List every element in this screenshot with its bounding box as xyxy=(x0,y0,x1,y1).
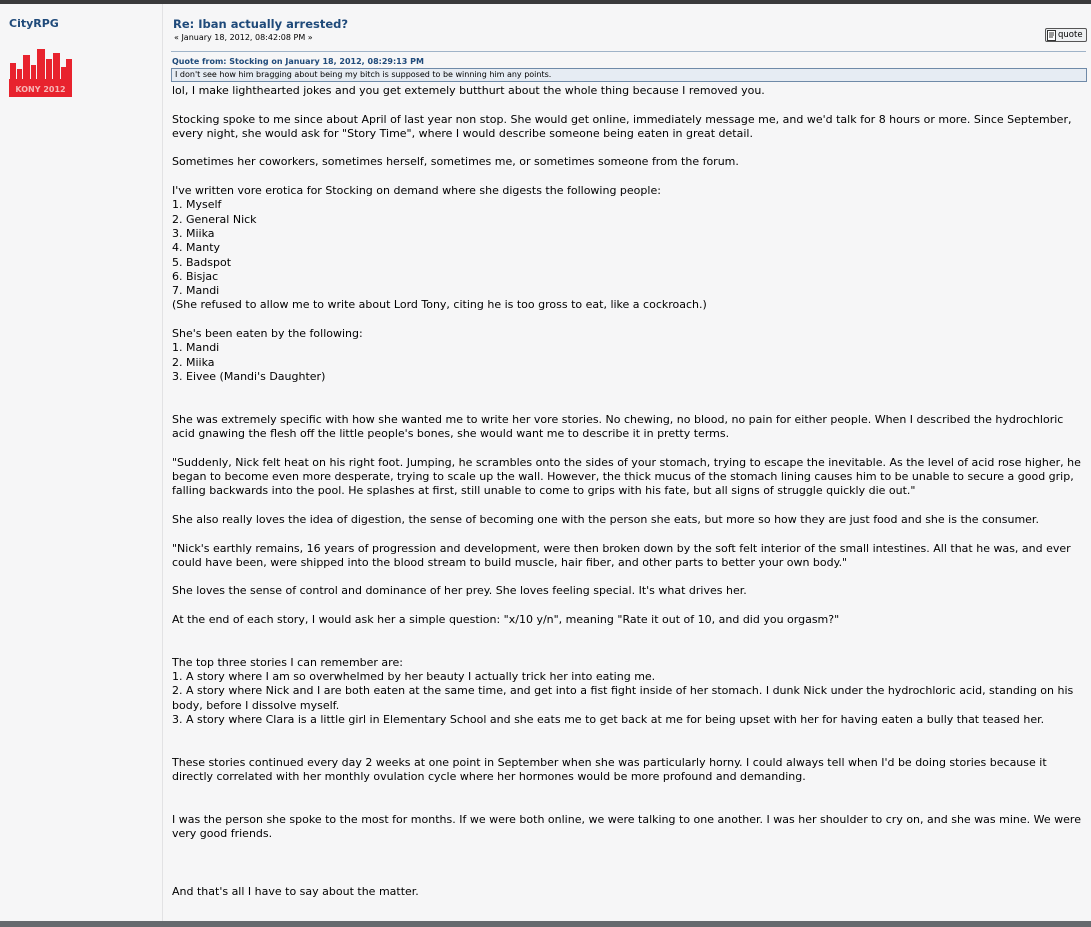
window-bottom-border xyxy=(0,921,1091,927)
list-item: 2. A story where Nick and I are both eaten at the same time, and get into a fist fight inside of her stomach. I dunk Nick under the hydrochloric acid, standing on his body, before I dissolve myself. xyxy=(172,684,1074,712)
list-item: 6. Bisjac xyxy=(172,269,219,283)
post-subject-link[interactable]: Re: Iban actually arrested? xyxy=(173,17,349,31)
quote-button-label: quote xyxy=(1058,30,1083,40)
list-item: 3. A story where Clara is a little girl in Elementary School and she eats me to get back at me for being upset with her for having eaten a bully that teased her. xyxy=(172,713,1045,727)
list-intro: I've written vore erotica for Stocking on demand where she digests the following people: xyxy=(172,184,661,198)
list-note: (She refused to allow me to write about Lord Tony, citing he is too gross to eat, like a cockroach.) xyxy=(172,298,707,312)
list-item: 3. Miika xyxy=(172,226,215,240)
post-paragraph: She was extremely specific with how she wanted me to write her vore stories. No chewing, no blood, no pain for either people. When I described the hydrochloric acid gnawing the flesh off the little people's bones, she would want me to describe it in pretty terms. xyxy=(172,412,1064,441)
post-paragraph: These stories continued every day 2 weeks at one point in September when she was particularly horny. I could always tell when I'd be doing stories because it directly correlated with her monthly ovulation cycle where her hormones would be more profound and demanding. xyxy=(172,755,1047,784)
poster-name-link[interactable]: CityRPG xyxy=(9,17,59,30)
avatar-text: KONY 2012 xyxy=(15,85,66,94)
post-date: « January 18, 2012, 08:42:08 PM » xyxy=(174,33,313,42)
list-item: 1. Mandi xyxy=(172,341,220,355)
list-item: 4. Manty xyxy=(172,241,221,255)
poster-info xyxy=(0,4,162,921)
post-paragraph: lol, I make lighthearted jokes and you get extemely butthurt about the whole thing because I removed you. xyxy=(172,84,765,97)
post-paragraph: Stocking spoke to me since about April of last year non stop. She would get online, immediately message me, and we'd talk for 8 hours or more. Since September, every night, she would ask for "Story Time", where I would describe someone being eaten in great detail. xyxy=(172,112,1072,140)
list-item: 1. Myself xyxy=(172,198,222,212)
list-item: 7. Mandi xyxy=(172,284,220,298)
post-paragraph: She loves the sense of control and dominance of her prey. She loves feeling special. It's what drives her. xyxy=(172,584,747,598)
list-item: 5. Badspot xyxy=(172,255,232,269)
list-item: 3. Eivee (Mandi's Daughter) xyxy=(172,369,326,383)
post-paragraph: And that's all I have to say about the matter. xyxy=(172,884,419,898)
post-body xyxy=(172,84,1084,899)
quote-box: I don't see how him bragging about being my bitch is supposed to be winning him any points. xyxy=(171,68,1087,82)
quote-button[interactable] xyxy=(1045,28,1087,42)
post-paragraph: Sometimes her coworkers, sometimes herself, sometimes me, or sometimes someone from the forum. xyxy=(172,155,739,169)
quote-header-link[interactable]: Quote from: Stocking on January 18, 2012, 08:29:13 PM xyxy=(172,57,424,66)
post-paragraph: She also really loves the idea of digestion, the sense of becoming one with the person she eats, but more so how they are just food and she is the consumer. xyxy=(172,512,1039,526)
post-paragraph: At the end of each story, I would ask her a simple question: "x/10 y/n", meaning "Rate it out of 10, and did you orgasm?" xyxy=(172,612,840,626)
post-header-separator xyxy=(171,51,1086,52)
post-paragraph: "Nick's earthly remains, 16 years of progression and development, were then broken down by the soft felt interior of the small intestines. All that he was, and ever could have been, were shipped into the blood stream to build muscle, hair fiber, and other parts to better your own body." xyxy=(172,541,1071,569)
list-item: 1. A story where I am so overwhelmed by her beauty I actually trick her into eating me. xyxy=(172,670,656,684)
list-intro: The top three stories I can remember are: xyxy=(172,655,403,669)
post-paragraph: "Suddenly, Nick felt heat on his right foot. Jumping, he scrambles onto the sides of your stomach, trying to escape the inevitable. As the level of acid rose higher, he began to become even more desperate, trying to scale up the wall. However, the thick mucus of the stomach lining causes him to be unable to secure a good grip, falling backwards into the pool. He splashes at first, still unable to come to grips with his fate, but all signs of struggle quickly die out." xyxy=(172,455,1081,498)
list-intro: She's been eaten by the following: xyxy=(172,327,363,341)
post-container xyxy=(163,4,1091,921)
quote-icon xyxy=(1047,30,1057,41)
list-item: 2. Miika xyxy=(172,355,215,369)
avatar xyxy=(9,49,72,97)
post-paragraph: I was the person she spoke to the most for months. If we were both online, we were talking to one another. I was her shoulder to cry on, and she was mine. We were very good friends. xyxy=(172,813,1081,841)
list-item: 2. General Nick xyxy=(172,212,257,226)
